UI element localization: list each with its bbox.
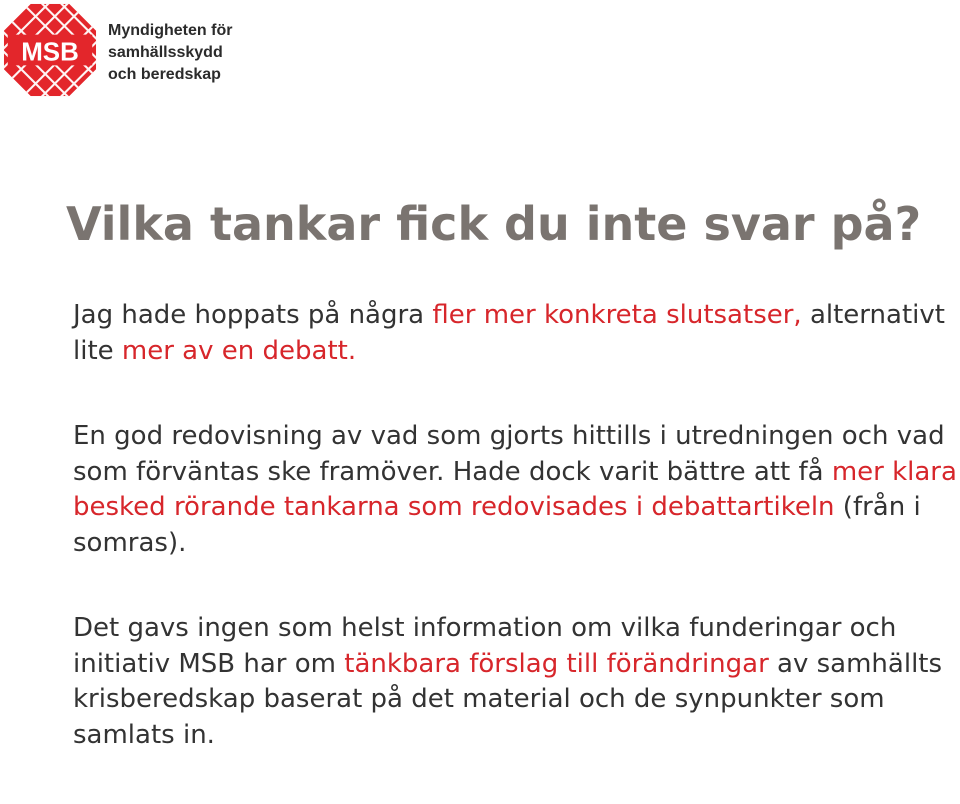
text-segment: En god redovisning av vad som gjorts hittills i utredningen och vad som förväntas ske framöver. Hade dock varit bättre att få [73,421,945,487]
highlight-text: mer av en debatt. [121,335,357,366]
paragraph-1 [73,298,958,369]
msb-logo-wordmark [108,20,232,86]
paragraph-2 [73,419,958,561]
logo-line-2: samhällsskydd [108,44,223,61]
msb-logo [0,0,240,100]
highlight-text: fler mer konkreta slutsatser, [432,300,802,330]
text-segment: av samhällts krisberedskap baserat på det material och de synpunkter som samlats in. [73,648,943,750]
highlight-text: mer klara besked rörande tankarna som redovisades i debattartikeln [73,456,957,522]
text-segment: Jag hade hoppats på några [73,300,433,330]
slide-title: Vilka tankar fick du inte svar på? [66,197,922,251]
msb-logo-icon [2,2,98,98]
text-segment: (från i somras). [73,492,921,558]
msb-logo-mark-text: MSB [21,38,79,67]
logo-line-3: och beredskap [108,66,221,83]
highlight-text: tänkbara förslag till förändringar [344,648,769,679]
text-segment: Det gavs ingen som helst information om vilka funderingar och initiativ MSB har om [73,613,897,679]
logo-line-1: Myndigheten för [108,22,233,39]
slide-body [73,298,958,803]
text-segment: alternativt lite [73,300,945,366]
paragraph-3 [73,611,958,753]
